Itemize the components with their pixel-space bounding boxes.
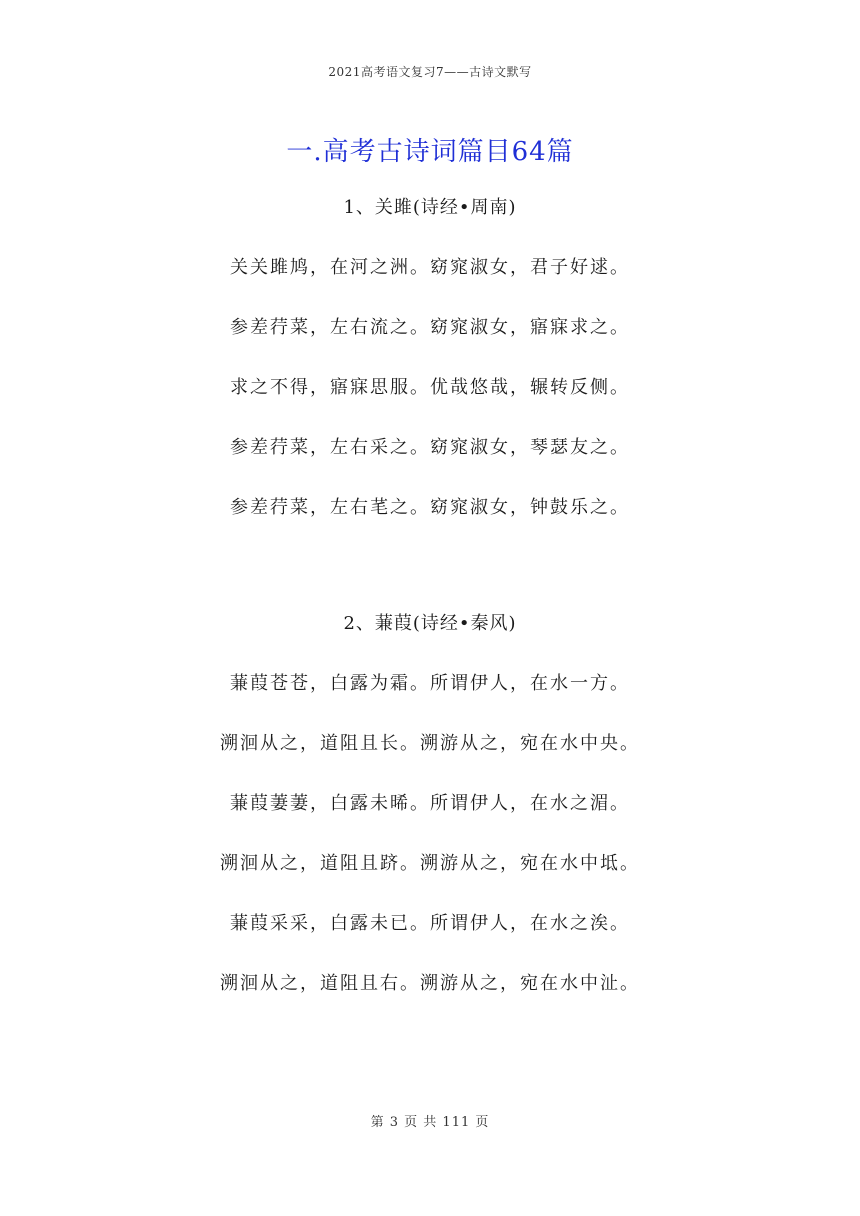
poem-line: 蒹葭苍苍，白露为霜。所谓伊人，在水一方。 [230, 673, 630, 694]
poem-line: 蒹葭萋萋，白露未晞。所谓伊人，在水之湄。 [230, 793, 630, 814]
poem-guanju [0, 193, 860, 523]
poem-title: 2、蒹葭(诗经•秦风) [343, 613, 517, 634]
page-number: 第 3 页 共 111 页 [370, 1115, 490, 1130]
poem-line: 溯洄从之，道阻且右。溯游从之，宛在水中沚。 [220, 973, 640, 994]
running-header: 2021高考语文复习7——古诗文默写 [328, 65, 532, 79]
poem-line: 溯洄从之，道阻且长。溯游从之，宛在水中央。 [220, 733, 640, 754]
section-title: 一.高考古诗词篇目64篇 [286, 137, 574, 167]
poem-line: 溯洄从之，道阻且跻。溯游从之，宛在水中坻。 [220, 853, 640, 874]
poem-line: 参差荇菜，左右芼之。窈窕淑女，钟鼓乐之。 [230, 497, 630, 518]
poem-lines [0, 253, 860, 523]
poem-title: 1、关雎(诗经•周南) [343, 197, 517, 218]
poem-line: 关关雎鸠，在河之洲。窈窕淑女，君子好逑。 [230, 257, 630, 278]
poem-lines [0, 669, 860, 999]
poem-line: 求之不得，寤寐思服。优哉悠哉，辗转反侧。 [230, 377, 630, 398]
poem-jianjia [0, 609, 860, 999]
poem-line: 蒹葭采采，白露未已。所谓伊人，在水之涘。 [230, 913, 630, 934]
poem-line: 参差荇菜，左右流之。窈窕淑女，寤寐求之。 [230, 317, 630, 338]
poem-line: 参差荇菜，左右采之。窈窕淑女，琴瑟友之。 [230, 437, 630, 458]
